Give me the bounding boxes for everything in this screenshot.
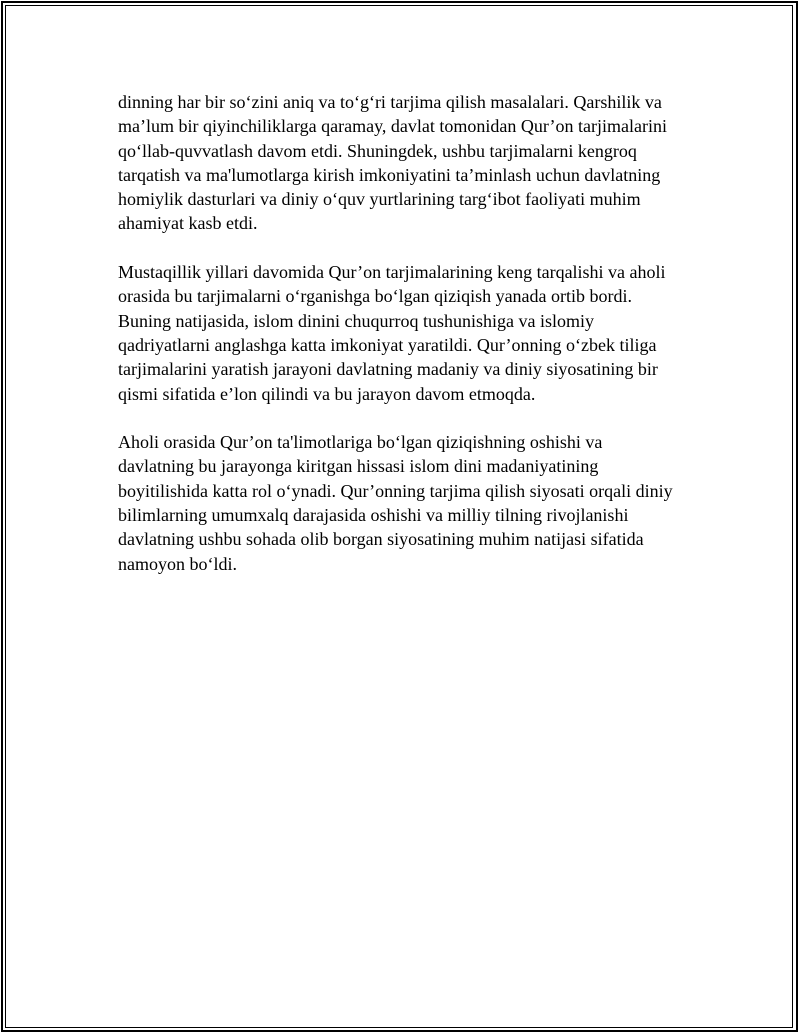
paragraph-2: Mustaqillik yillari davomida Qur’on tarjimalarining keng tarqalishi va aholi orasida bu tarjimalarni o‘rganishga bo‘lgan qiziqish yanada ortib bordi. Buning natijasida, islom dinini chuqurroq tushunishiga va islomiy qadriyatlarni anglashga katta imkoniyat yaratildi. Qur’onning o‘zbek tiliga tarjimalarini yaratish jarayoni davlatning madaniy va diniy siyosatining bir qismi sifatida e’lon qilindi va bu jarayon davom etmoqda. <box>118 262 666 404</box>
paragraph-1: dinning har bir so‘zini aniq va to‘g‘ri tarjima qilish masalalari. Qarshilik va ma’lum bir qiyinchiliklarga qaramay, davlat tomonidan Qur’on tarjimalarini qo‘llab-quvvatlash davom etdi. Shuningdek, ushbu tarjimalarni kengroq tarqatish va ma'lumotlarga kirish imkoniyatini ta’minlash uchun davlatning homiylik dasturlari va diniy o‘quv yurtlarining targ‘ibot faoliyati muhim ahamiyat kasb etdi. <box>118 92 668 234</box>
document-body <box>118 90 698 600</box>
paragraph-3: Aholi orasida Qur’on ta'limotlariga bo‘lgan qiziqishning oshishi va davlatning bu jarayonga kiritgan hissasi islom dini madaniyatining boyitilishida katta rol o‘ynadi. Qur’onning tarjima qilish siyosati orqali diniy bilimlarning umumxalq darajasida oshishi va milliy tilning rivojlanishi davlatning ushbu sohada olib borgan siyosatining muhim natijasi sifatida namoyon bo‘ldi. <box>118 432 673 574</box>
